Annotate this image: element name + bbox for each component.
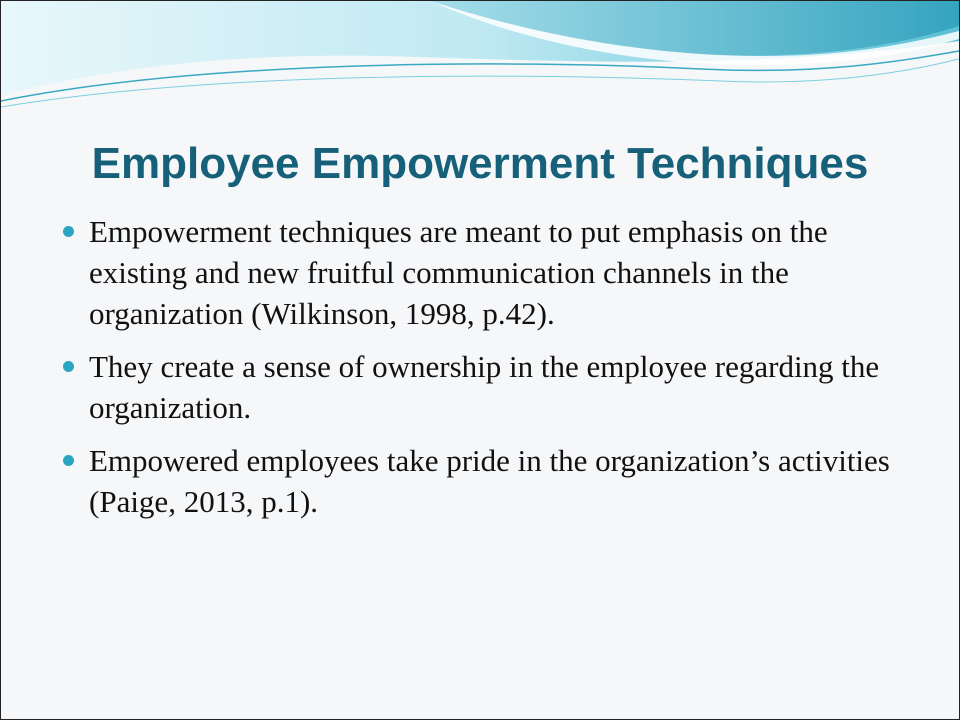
bullet-icon — [63, 226, 74, 237]
header-wave-decoration — [1, 1, 959, 131]
bullet-item — [61, 211, 921, 334]
bullet-item — [61, 440, 921, 522]
bullet-icon — [63, 361, 74, 372]
bullet-text: Empowerment techniques are meant to put emphasis on the existing and new fruitful communication channels in the organization (Wilkinson, 1998, p.42). — [89, 214, 828, 331]
bullet-list — [61, 211, 921, 534]
slide-title: Employee Empowerment Techniques — [91, 139, 869, 188]
bullet-icon — [63, 455, 74, 466]
bullet-item — [61, 346, 921, 428]
bullet-text: Empowered employees take pride in the organization’s activities (Paige, 2013, p.1). — [89, 443, 890, 519]
bullet-text: They create a sense of ownership in the employee regarding the organization. — [89, 349, 880, 425]
